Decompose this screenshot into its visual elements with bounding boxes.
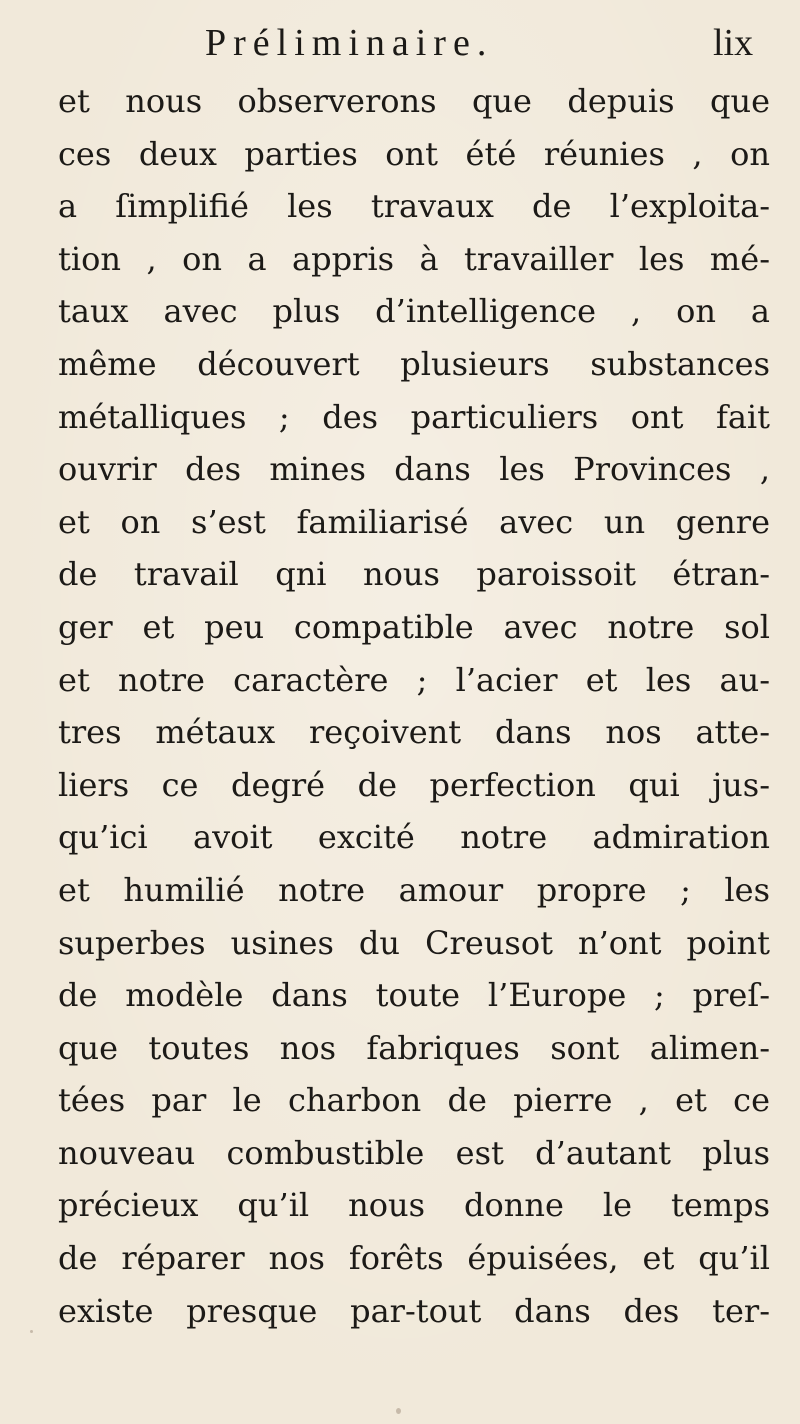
text-line: ouvrir des mines dans les Provinces , bbox=[58, 450, 770, 489]
text-line: a ſimplifié les travaux de l’exploita- bbox=[58, 187, 770, 226]
running-title: Préliminaire. bbox=[205, 22, 494, 64]
text-line: liers ce degré de perfection qui jus- bbox=[58, 765, 770, 804]
text-line: qu’ici avoit excité notre admiration bbox=[58, 818, 770, 857]
page-number: lix bbox=[713, 22, 754, 64]
text-line: et on s’est familiarisé avec un genre bbox=[58, 502, 770, 541]
text-line: taux avec plus d’intelligence , on a bbox=[58, 292, 770, 331]
body-text bbox=[58, 75, 770, 1337]
text-line: et humilié notre amour propre ; les bbox=[58, 870, 770, 909]
text-line: de travail qni nous paroissoit étran- bbox=[58, 555, 770, 594]
text-line: que toutes nos fabriques sont alimen- bbox=[58, 1028, 770, 1067]
paper-speck bbox=[30, 1330, 33, 1333]
running-header bbox=[0, 18, 800, 68]
text-line: et nous observerons que depuis que bbox=[58, 82, 770, 120]
text-line: nouveau combustible est d’autant plus bbox=[58, 1133, 770, 1172]
text-line: précieux qu’il nous donne le temps bbox=[58, 1186, 770, 1225]
text-line: ger et peu compatible avec notre sol bbox=[58, 607, 770, 646]
paper-speck bbox=[754, 1262, 757, 1265]
text-line: même découvert plusieurs substances bbox=[58, 344, 770, 383]
text-line: ces deux parties ont été réunies , on bbox=[58, 134, 770, 173]
text-line: et notre caractère ; l’acier et les au- bbox=[58, 660, 770, 699]
text-line: superbes usines du Creusot n’ont point bbox=[58, 923, 770, 962]
paper-speck bbox=[396, 1408, 401, 1414]
text-line: tres métaux reçoivent dans nos atte- bbox=[58, 713, 770, 752]
text-line: tion , on a appris à travailler les mé- bbox=[58, 239, 770, 278]
text-line: existe presque par-tout dans des ter- bbox=[58, 1291, 770, 1330]
text-line: de réparer nos forêts épuisées, et qu’il bbox=[58, 1239, 770, 1278]
text-line: métalliques ; des particuliers ont fait bbox=[58, 397, 770, 436]
text-line: de modèle dans toute l’Europe ; preſ- bbox=[58, 976, 770, 1015]
text-line: tées par le charbon de pierre , et ce bbox=[58, 1081, 770, 1120]
